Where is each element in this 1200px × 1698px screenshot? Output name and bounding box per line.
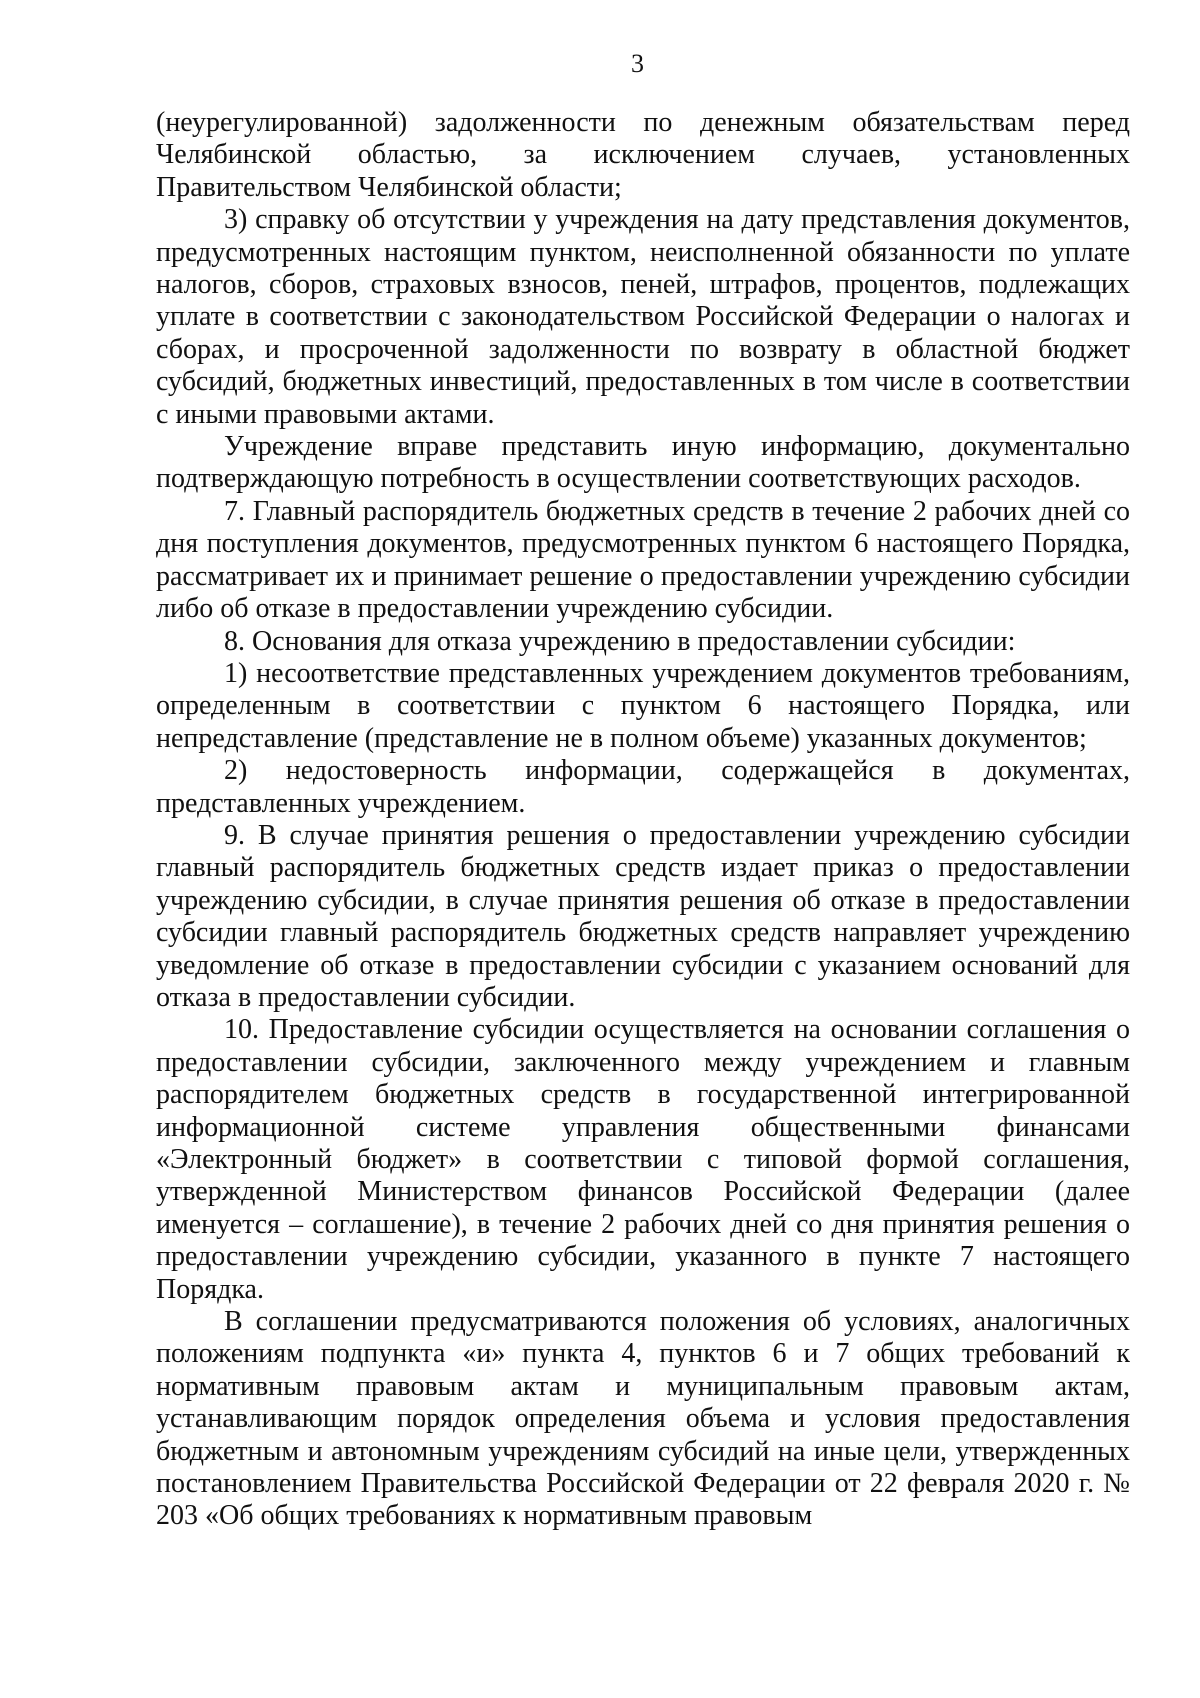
paragraph-item-9: 9. В случае принятия решения о предоставлении учреждению субсидии главный распорядитель бюджетных средств издает приказ о предоставлении учреждению субсидии, в случае принятия решения об отказе в предоставлении субсидии главный распорядитель бюджетных средств направляет учреждению уведомление об отказе в предоставлении субсидии с указанием оснований для отказа в предоставлении субсидии. [156,819,1130,1013]
paragraph-subitem-3: 3) справку об отсутствии у учреждения на дату представления документов, предусмотренных настоящим пунктом, неисполненной обязанности по уплате налогов, сборов, страховых взносов, пеней, штрафов, процентов, подлежащих уплате в соответствии с законодательством Российской Федерации о налогах и сборах, и просроченной задолженности по возврату в областной бюджет субсидий, бюджетных инвестиций, предоставленных в том числе в соответствии с иными правовыми актами. [156,204,1130,430]
paragraph-item-10: 10. Предоставление субсидии осуществляется на основании соглашения о предоставлении субсидии, заключенного между учреждением и главным распорядителем бюджетных средств в государственной интегрированной информационной системе управления общественными финансами «Электронный бюджет» в соответствии с типовой формой соглашения, утвержденной Министерством финансов Российской Федерации (далее именуется – соглашение), в течение 2 рабочих дней со дня принятия решения о предоставлении учреждению субсидии, указанного в пункте 7 настоящего Порядка. [156,1014,1130,1305]
paragraph-agreement-provisions: В соглашении предусматриваются положения об условиях, аналогичных положениям подпункта «и» пункта 4, пунктов 6 и 7 общих требований к нормативным правовым актам и муниципальным правовым актам, устанавливающим порядок определения объема и условия предоставления бюджетным и автономным учреждениям субсидий на иные цели, утвержденных постановлением Правительства Российской Федерации от 22 февраля 2020 г. № 203 «Об общих требованиях к нормативным правовым [156,1306,1130,1532]
paragraph-item-7: 7. Главный распорядитель бюджетных средств в течение 2 рабочих дней со дня поступления документов, предусмотренных пунктом 6 настоящего Порядка, рассматривает их и принимает решение о предоставлении учреждению субсидии либо об отказе в предоставлении учреждению субсидии. [156,495,1130,625]
page-number: 3 [631,49,644,78]
paragraph-item-8-subitem-2: 2) недостоверность информации, содержащейся в документах, представленных учреждением. [156,755,1130,819]
document-body [156,107,1130,1533]
paragraph-additional-info: Учреждение вправе представить иную информацию, документально подтверждающую потребность в осуществлении соответствующих расходов. [156,431,1130,495]
paragraph-continuation: (неурегулированной) задолженности по денежным обязательствам перед Челябинской областью, за исключением случаев, установленных Правительством Челябинской области; [156,107,1130,203]
paragraph-item-8: 8. Основания для отказа учреждению в предоставлении субсидии: [224,625,1016,657]
paragraph-item-8-subitem-1: 1) несоответствие представленных учреждением документов требованиям, определенным в соответствии с пунктом 6 настоящего Порядка, или непредставление (представление не в полном объеме) указанных документов; [156,657,1130,754]
